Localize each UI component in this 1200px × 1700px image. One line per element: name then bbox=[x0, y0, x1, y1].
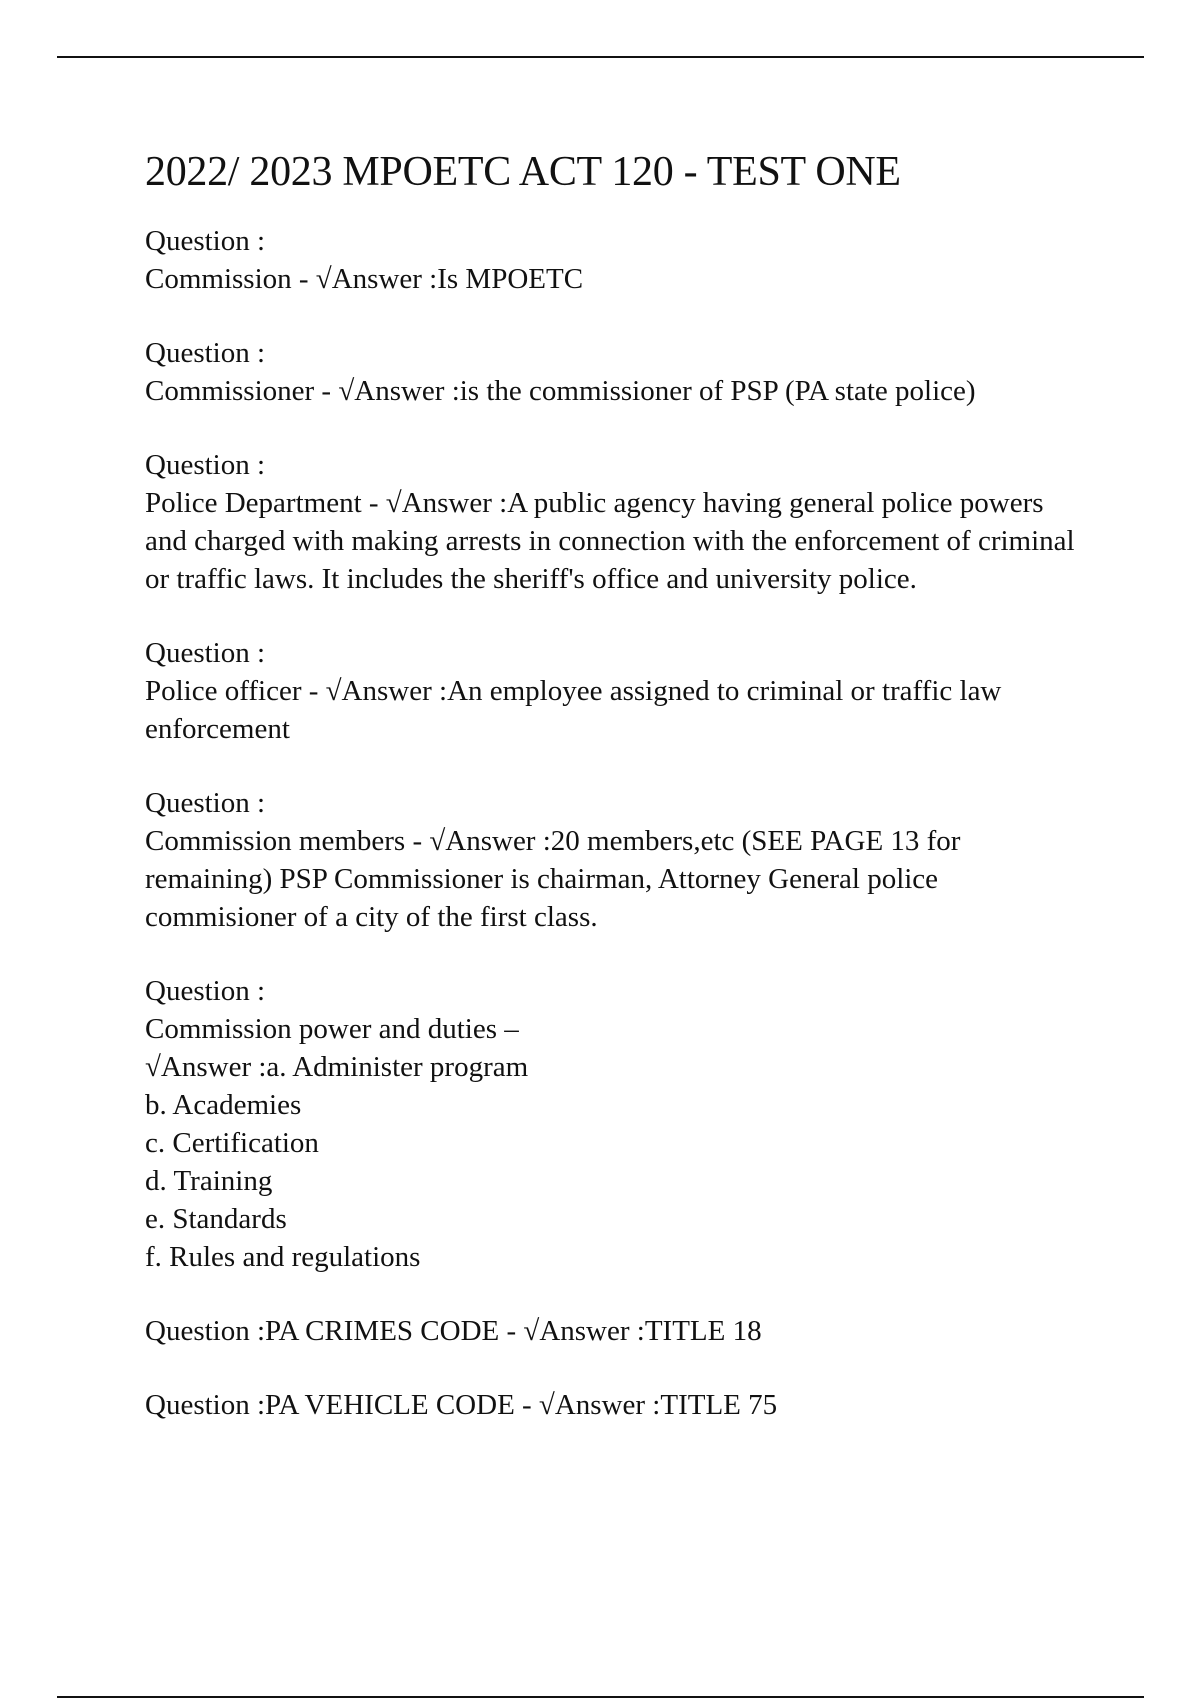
inline-qa-text: Question :PA VEHICLE CODE - √Answer :TITLE 75 bbox=[145, 1389, 778, 1421]
question-label: Question : bbox=[145, 637, 266, 669]
question-label: Question : bbox=[145, 225, 266, 257]
question-label: Question : bbox=[145, 975, 266, 1007]
answer-text: Police Department - √Answer :A public agency having general police powers and charged with making arrests in connection with the enforcement of criminal or traffic laws. It includes the sheriff's office and university police. bbox=[145, 487, 1075, 595]
answer-text: Police officer - √Answer :An employee assigned to criminal or traffic law enforcement bbox=[145, 675, 1002, 745]
document-title: 2022/ 2023 MPOETC ACT 120 - TEST ONE bbox=[145, 149, 901, 195]
qa-item bbox=[145, 634, 1085, 748]
qa-item bbox=[145, 784, 1085, 936]
answer-text: Commissioner - √Answer :is the commissioner of PSP (PA state police) bbox=[145, 375, 976, 407]
qa-item-inline bbox=[145, 1312, 1085, 1350]
powers-heading: Commission power and duties – bbox=[145, 1013, 519, 1045]
question-label: Question : bbox=[145, 449, 266, 481]
qa-item bbox=[145, 222, 1085, 298]
question-label: Question : bbox=[145, 337, 266, 369]
powers-list-item: √Answer :a. Administer program bbox=[145, 1051, 529, 1083]
powers-list-item: c. Certification bbox=[145, 1127, 319, 1159]
question-label: Question : bbox=[145, 787, 266, 819]
powers-list-item: d. Training bbox=[145, 1165, 273, 1197]
qa-item bbox=[145, 446, 1085, 598]
powers-list-item: f. Rules and regulations bbox=[145, 1241, 421, 1273]
bottom-rule bbox=[57, 1696, 1144, 1698]
qa-item-powers bbox=[145, 972, 1085, 1276]
answer-text: Commission members - √Answer :20 members,etc (SEE PAGE 13 for remaining) PSP Commissioner is chairman, Attorney General police commisioner of a city of the first class. bbox=[145, 825, 961, 933]
document-body bbox=[145, 146, 1085, 1460]
inline-qa-text: Question :PA CRIMES CODE - √Answer :TITLE 18 bbox=[145, 1315, 762, 1347]
qa-item bbox=[145, 334, 1085, 410]
answer-text: Commission - √Answer :Is MPOETC bbox=[145, 263, 584, 295]
powers-list-item: b. Academies bbox=[145, 1089, 302, 1121]
qa-item-inline bbox=[145, 1386, 1085, 1424]
top-rule bbox=[57, 56, 1144, 58]
powers-list-item: e. Standards bbox=[145, 1203, 287, 1235]
